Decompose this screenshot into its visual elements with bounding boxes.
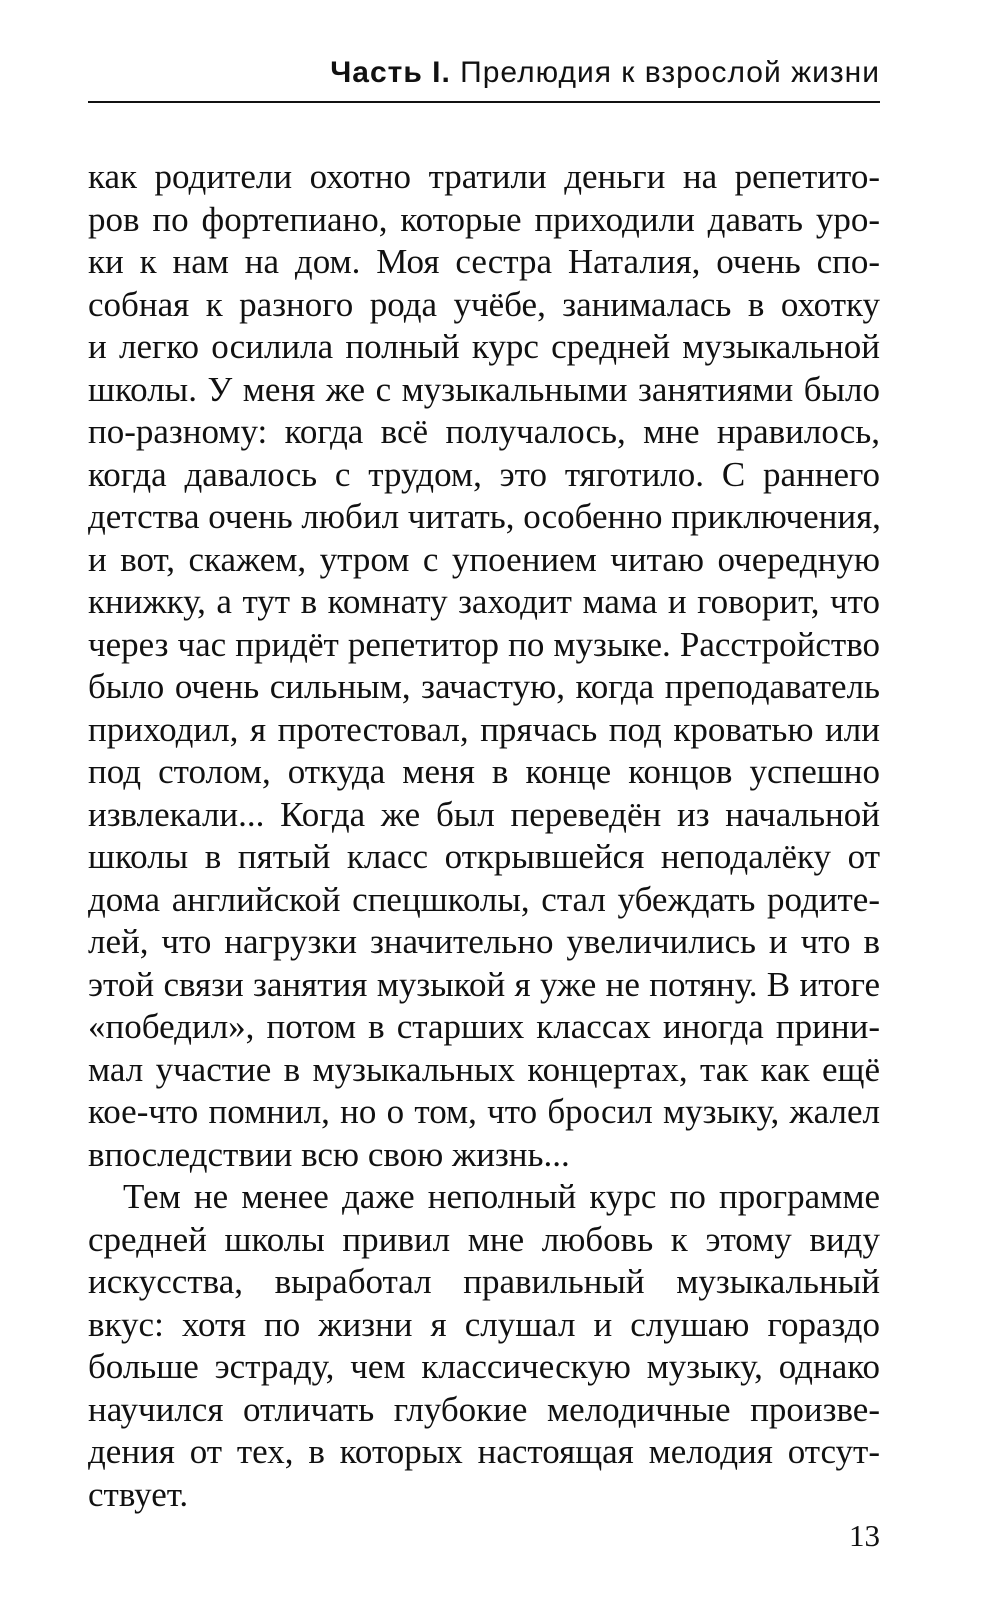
text-line: средней школы привил мне любовь к этому виду (88, 1219, 880, 1259)
text-line: через час придёт репетитор по музыке. Расстройство (88, 624, 880, 664)
text-line: лей, что нагрузки значительно увеличились и что в (88, 922, 880, 961)
text-line: когда давалось с трудом, это тяготило. С раннего (88, 454, 880, 494)
text-line: ствует. (88, 1474, 189, 1514)
paragraph (88, 1176, 880, 1516)
header-rule (88, 101, 880, 103)
text-line: детства очень любил читать, особенно приключения, (88, 497, 881, 536)
text-line: вкус: хотя по жизни я слушал и слушаю гораздо (88, 1304, 880, 1344)
text-line: искусства, выработал правильный музыкальный (88, 1262, 880, 1301)
text-line: «победил», потом в старших классах иногда прини- (88, 1007, 880, 1046)
text-line: больше эстраду, чем классическую музыку, однако (88, 1347, 880, 1386)
text-line: впоследствии всю свою жизнь... (88, 1134, 570, 1174)
text-line: приходил, я протестовал, прячась под кроватью или (88, 709, 880, 749)
text-line: научился отличать глубокие мелодичные произве- (88, 1389, 880, 1429)
running-head (88, 50, 880, 96)
text-line: собная к разного рода учёбе, занималась в охотку (88, 284, 880, 324)
text-line: ки к нам на дом. Моя сестра Наталия, очень спо- (88, 242, 880, 281)
body-text (88, 156, 880, 1516)
part-label: Часть I. (330, 56, 451, 89)
text-line: под столом, откуда меня в конце концов успешно (88, 752, 880, 791)
part-title: Прелюдия к взрослой жизни (460, 56, 880, 89)
text-line: как родители охотно тратили деньги на репетито- (88, 157, 880, 196)
text-line: дения от тех, в которых настоящая мелодия отсут- (88, 1432, 880, 1471)
text-line: кое-что помнил, но о том, что бросил музыку, жалел (88, 1092, 880, 1131)
text-line: книжку, а тут в комнату заходит мама и говорит, что (88, 582, 880, 621)
text-line: Тем не менее даже неполный курс по программе (123, 1177, 880, 1216)
text-line: по-разному: когда всё получалось, мне нравилось, (88, 412, 880, 451)
text-line: извлекали... Когда же был переведён из начальной (88, 794, 880, 834)
text-line: и вот, скажем, утром с упоением читаю очередную (88, 539, 880, 579)
page-number: 13 (849, 1518, 880, 1553)
text-line: было очень сильным, зачастую, когда преподаватель (88, 667, 880, 706)
text-line: этой связи занятия музыкой я уже не потяну. В итоге (88, 964, 880, 1004)
text-line: и легко осилила полный курс средней музыкальной (88, 327, 880, 366)
text-line: дома английской спецшколы, стал убеждать родите- (88, 879, 880, 919)
paragraph (88, 156, 880, 1176)
text-line: ров по фортепиано, которые приходили давать уро- (88, 199, 880, 239)
text-line: школы. У меня же с музыкальными занятиями было (88, 369, 880, 409)
text-line: школы в пятый класс открывшейся неподалёку от (88, 837, 880, 876)
text-line: мал участие в музыкальных концертах, так как ещё (88, 1049, 880, 1089)
